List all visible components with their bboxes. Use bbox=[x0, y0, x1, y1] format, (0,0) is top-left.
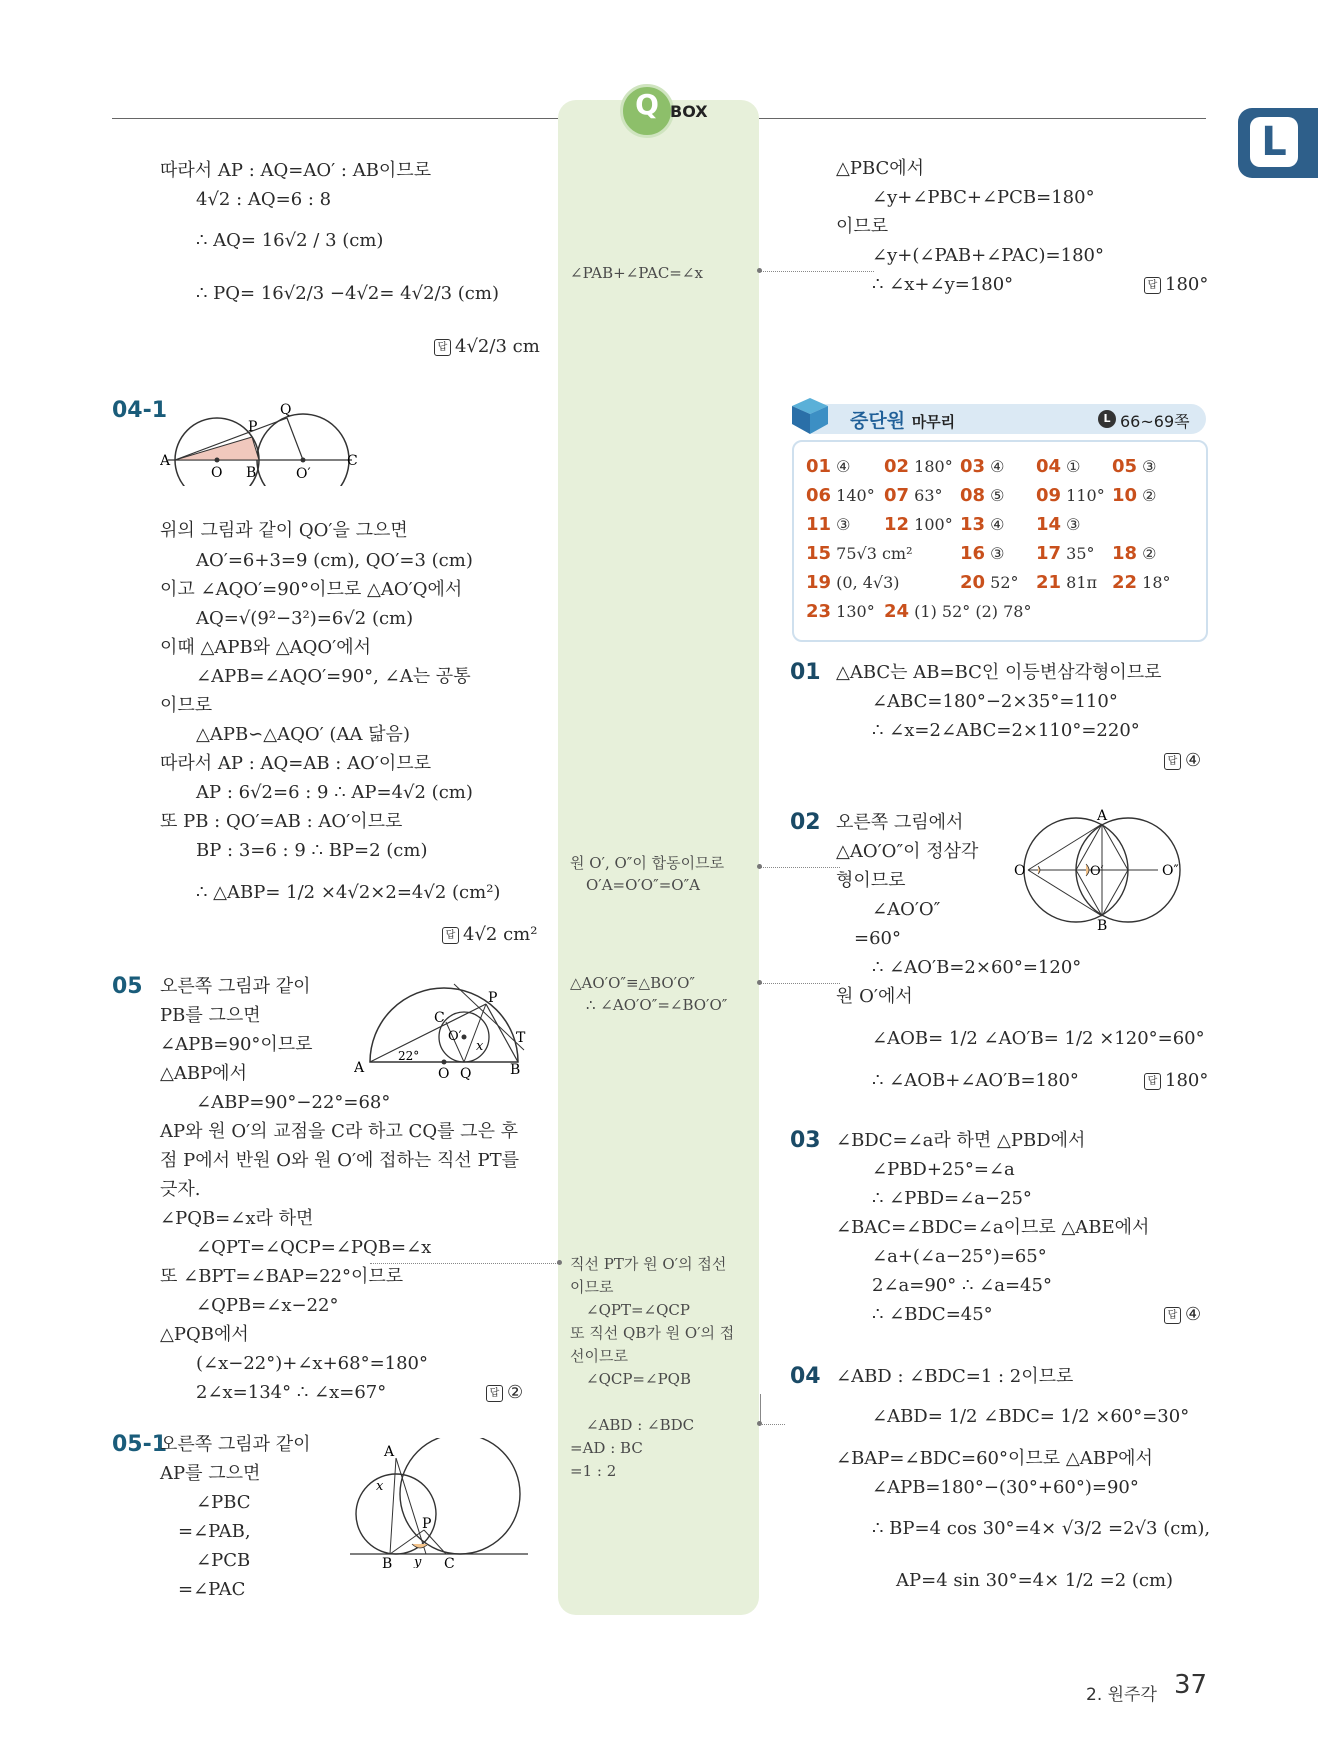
right-top-line-1: △PBC에서 bbox=[836, 158, 925, 179]
p051-line-3: ∠PBC bbox=[196, 1492, 251, 1513]
answer-key-item bbox=[960, 456, 1005, 477]
fig02-label-o-dprime: O″ bbox=[1162, 863, 1179, 879]
fig05-label-22: 22° bbox=[398, 1049, 420, 1063]
qbox-note-4d: 또 직선 QB가 원 O′의 접 bbox=[570, 1324, 735, 1342]
s01-answer bbox=[1164, 750, 1201, 772]
answer-key-number: 11 bbox=[806, 514, 832, 535]
solution-number-01: 01 bbox=[790, 660, 821, 685]
answer-key-item bbox=[1036, 543, 1095, 564]
answer-key-number: 04 bbox=[1036, 456, 1062, 477]
fig051-label-y: y bbox=[414, 1555, 422, 1568]
fig05-label-p: P bbox=[488, 990, 498, 1006]
answer-key-number: 13 bbox=[960, 514, 986, 535]
fig02-label-o: O bbox=[1014, 863, 1026, 879]
answer-key-item bbox=[806, 572, 900, 593]
figure-05-1 bbox=[350, 1438, 530, 1568]
answer-key-number: 17 bbox=[1036, 543, 1062, 564]
fig02-label-b: B bbox=[1097, 918, 1108, 932]
right-top-line-2: ∠y+∠PBC+∠PCB=180° bbox=[872, 187, 1095, 208]
answer-key-item bbox=[1112, 572, 1171, 593]
answer-key-number: 15 bbox=[806, 543, 832, 564]
problem-number-04-1: 04-1 bbox=[112, 398, 168, 423]
fig05-label-c: C bbox=[434, 1010, 445, 1026]
p041-line-7: 이므로 bbox=[160, 695, 213, 716]
answer-key-number: 03 bbox=[960, 456, 986, 477]
qbox-leader-3 bbox=[760, 983, 840, 984]
answer-key-item bbox=[960, 485, 1005, 506]
answer-key-item bbox=[1036, 514, 1081, 535]
p05-line-4: △ABP에서 bbox=[160, 1063, 247, 1084]
s04-line-6: AP=4 sin 30°=4× 1/2 =2 (cm) bbox=[896, 1570, 1174, 1591]
section-page-badge-letter: L bbox=[1103, 412, 1111, 425]
section-title-main: 중단원 bbox=[850, 410, 906, 432]
s02-line-1: 오른쪽 그림에서 bbox=[836, 812, 964, 833]
p041-line-3: 이고 ∠AQO′=90°이므로 △AO′Q에서 bbox=[160, 579, 463, 600]
s02-line-4: ∠AO′O″ bbox=[872, 899, 941, 920]
answer-key-value: 140° bbox=[831, 486, 875, 505]
p05-answer-value: ② bbox=[507, 1382, 524, 1403]
p05-line-8: 긋자. bbox=[160, 1179, 201, 1200]
solution-number-02: 02 bbox=[790, 810, 821, 835]
answer-key-number: 21 bbox=[1036, 572, 1062, 593]
p05-line-14: (∠x−22°)+∠x+68°=180° bbox=[196, 1353, 429, 1374]
fig05-label-b: B bbox=[510, 1062, 521, 1078]
p05-line-11: 또 ∠BPT=∠BAP=22°이므로 bbox=[160, 1266, 404, 1287]
qbox-note-4c: ∠QPT=∠QCP bbox=[586, 1301, 690, 1319]
s02-answer bbox=[1144, 1070, 1208, 1092]
solution-number-04: 04 bbox=[790, 1364, 821, 1389]
p041-line-5: 이때 △APB와 △AQO′에서 bbox=[160, 637, 372, 658]
figure-04-1 bbox=[160, 400, 360, 486]
answer-key-number: 18 bbox=[1112, 543, 1138, 564]
fig05-label-o-prime: O′ bbox=[448, 1029, 462, 1044]
p051-line-6: =∠PAC bbox=[178, 1579, 246, 1600]
answer-key-number: 09 bbox=[1036, 485, 1062, 506]
answer-key-number: 19 bbox=[806, 572, 832, 593]
answer-key-value: 100° bbox=[909, 515, 953, 534]
answer-key-value: 180° bbox=[909, 457, 953, 476]
qbox-note-3b: ∴ ∠AO′O″=∠BO′O″ bbox=[586, 996, 728, 1014]
fig051-label-p: P bbox=[422, 1516, 432, 1532]
p05-line-1: 오른쪽 그림과 같이 bbox=[160, 976, 311, 997]
answer-key-item bbox=[1036, 572, 1097, 593]
p041-line-9: 따라서 AP : AQ=AB : AO′이므로 bbox=[160, 753, 432, 774]
answer-icon: 답 bbox=[442, 927, 459, 944]
answer-key-item bbox=[1112, 543, 1157, 564]
qbox-leader-4 bbox=[370, 1263, 560, 1264]
s02-answer-value: 180° bbox=[1165, 1070, 1209, 1091]
answer-key-number: 24 bbox=[884, 601, 910, 622]
answer-icon: 답 bbox=[1164, 1307, 1181, 1324]
left-top-line-3: ∴ AQ= 16√2 / 3 (cm) bbox=[196, 230, 384, 251]
s04-line-3: ∠BAP=∠BDC=60°이므로 △ABP에서 bbox=[836, 1448, 1153, 1469]
answer-key-item bbox=[806, 485, 875, 506]
s03-line-6: 2∠a=90° ∴ ∠a=45° bbox=[872, 1275, 1052, 1296]
answer-key-item bbox=[806, 601, 875, 622]
fig041-label-p: P bbox=[248, 419, 258, 435]
p05-line-6: AP와 원 O′의 교점을 C라 하고 CQ를 그은 후 bbox=[160, 1121, 519, 1142]
section-pages: 66~69쪽 bbox=[1120, 412, 1190, 431]
answer-key-value: ④ bbox=[831, 457, 851, 476]
answer-key-item bbox=[1112, 456, 1157, 477]
left-top-answer bbox=[434, 336, 540, 358]
answer-key-value: 81π bbox=[1061, 573, 1098, 592]
header-rule-left bbox=[112, 118, 560, 119]
fig05-label-x: x bbox=[476, 1039, 484, 1054]
answer-key-value: ③ bbox=[1061, 515, 1081, 534]
s04-line-5: ∴ BP=4 cos 30°=4× √3/2 =2√3 (cm), bbox=[872, 1518, 1211, 1539]
p05-answer bbox=[486, 1382, 523, 1404]
p05-line-15: 2∠x=134° ∴ ∠x=67° bbox=[196, 1382, 387, 1403]
qbox-note-5b: =AD : BC bbox=[570, 1439, 643, 1457]
answer-key-value: ① bbox=[1061, 457, 1081, 476]
qbox-note-4a: 직선 PT가 원 O′의 접선 bbox=[570, 1255, 727, 1273]
figure-05 bbox=[354, 980, 534, 1080]
qbox-note-1: ∠PAB+∠PAC=∠x bbox=[570, 264, 703, 282]
section-title-sub: 마무리 bbox=[911, 413, 956, 431]
qbox-leader-2 bbox=[760, 867, 840, 868]
p05-line-3: ∠APB=90°이므로 bbox=[160, 1034, 313, 1055]
footer-page-number: 37 bbox=[1174, 1670, 1208, 1700]
p05-line-5: ∠ABP=90°−22°=68° bbox=[196, 1092, 391, 1113]
qbox-note-4f: ∠QCP=∠PQB bbox=[586, 1370, 691, 1388]
answer-key-value: 110° bbox=[1061, 486, 1105, 505]
fig051-label-x: x bbox=[376, 1479, 384, 1494]
answer-key-item bbox=[960, 543, 1005, 564]
left-top-line-2: 4√2 : AQ=6 : 8 bbox=[196, 189, 332, 210]
qbox-leader-dot-5 bbox=[757, 1421, 762, 1426]
answer-key-item bbox=[884, 456, 953, 477]
qbox-note-5a: ∠ABD : ∠BDC bbox=[586, 1416, 695, 1434]
answer-key-value: 35° bbox=[1061, 544, 1095, 563]
answer-key-number: 22 bbox=[1112, 572, 1138, 593]
left-top-line-1: 따라서 AP : AQ=AO′ : AB이므로 bbox=[160, 160, 432, 181]
fig05-label-q: Q bbox=[460, 1066, 472, 1080]
p041-line-10: AP : 6√2=6 : 9 ∴ AP=4√2 (cm) bbox=[196, 782, 473, 803]
p05-line-9: ∠PQB=∠x라 하면 bbox=[160, 1208, 314, 1229]
figure-02 bbox=[1010, 808, 1210, 932]
fig041-label-o-prime: O′ bbox=[296, 466, 311, 482]
s02-line-6: ∴ ∠AO′B=2×60°=120° bbox=[872, 957, 1082, 978]
s02-line-9: ∴ ∠AOB+∠AO′B=180° bbox=[872, 1070, 1079, 1091]
s03-line-4: ∠BAC=∠BDC=∠a이므로 △ABE에서 bbox=[836, 1217, 1150, 1238]
s04-line-2: ∠ABD= 1/2 ∠BDC= 1/2 ×60°=30° bbox=[872, 1406, 1190, 1427]
s03-answer bbox=[1164, 1304, 1201, 1326]
p041-answer-value: 4√2 cm² bbox=[463, 924, 538, 945]
right-top-line-5: ∴ ∠x+∠y=180° bbox=[872, 274, 1014, 295]
answer-key-item bbox=[960, 514, 1005, 535]
right-top-line-4: ∠y+(∠PAB+∠PAC)=180° bbox=[872, 245, 1104, 266]
right-top-answer bbox=[1144, 274, 1208, 296]
fig02-label-a: A bbox=[1097, 808, 1108, 824]
fig041-label-b: B bbox=[246, 465, 257, 481]
answer-icon: 답 bbox=[1144, 1073, 1161, 1090]
answer-key-item bbox=[884, 514, 953, 535]
problem-number-05-1: 05-1 bbox=[112, 1432, 168, 1457]
answer-key-value: ② bbox=[1137, 544, 1157, 563]
qbox-leader-dot-4 bbox=[557, 1260, 562, 1265]
answer-icon: 답 bbox=[1164, 753, 1181, 770]
answer-key-number: 20 bbox=[960, 572, 986, 593]
answer-key-item bbox=[1036, 456, 1081, 477]
answer-key-value: 18° bbox=[1137, 573, 1171, 592]
fig05-label-a: A bbox=[354, 1060, 365, 1076]
qbox-leader-dot-3 bbox=[757, 980, 762, 985]
qbox-leader-5 bbox=[760, 1394, 785, 1425]
s04-line-4: ∠APB=180°−(30°+60°)=90° bbox=[872, 1477, 1139, 1498]
section-title bbox=[850, 406, 955, 433]
p041-line-8: △APB∽△AQO′ (AA 닮음) bbox=[196, 724, 410, 745]
answer-key-value: ④ bbox=[985, 515, 1005, 534]
p05-line-13: △PQB에서 bbox=[160, 1324, 249, 1345]
answer-key-number: 01 bbox=[806, 456, 832, 477]
answer-key-value: (0, 4√3) bbox=[831, 573, 900, 592]
qbox-note-5c: =1 : 2 bbox=[570, 1462, 617, 1480]
s03-line-1: ∠BDC=∠a라 하면 △PBD에서 bbox=[836, 1130, 1086, 1151]
answer-key-item bbox=[884, 601, 1031, 622]
fig041-label-q: Q bbox=[280, 402, 292, 418]
answer-key-number: 08 bbox=[960, 485, 986, 506]
p05-line-12: ∠QPB=∠x−22° bbox=[196, 1295, 339, 1316]
answer-key-value: ③ bbox=[985, 544, 1005, 563]
left-top-answer-value: 4√2/3 cm bbox=[455, 336, 540, 357]
s02-line-2: △AO′O″이 정삼각 bbox=[836, 841, 979, 862]
qbox-leader-dot-1 bbox=[757, 268, 762, 273]
qbox-note-3a: △AO′O″≡△BO′O″ bbox=[570, 974, 695, 992]
footer-chapter: 2. 원주각 bbox=[1086, 1685, 1157, 1705]
answer-key-item bbox=[806, 456, 851, 477]
qbox-note-4b: 이므로 bbox=[570, 1278, 614, 1296]
answer-key-value: ③ bbox=[831, 515, 851, 534]
p051-line-1: 오른쪽 그림과 같이 bbox=[160, 1434, 311, 1455]
fig041-label-o: O bbox=[211, 465, 223, 481]
s02-line-5: =60° bbox=[854, 928, 901, 949]
section-cube-icon bbox=[788, 392, 832, 436]
answer-key-value: ⑤ bbox=[985, 486, 1005, 505]
header-rule-right bbox=[758, 118, 1206, 119]
fig041-label-a: A bbox=[160, 453, 171, 469]
fig041-label-c: C bbox=[347, 453, 358, 469]
qbox-leader-dot-2 bbox=[757, 864, 762, 869]
p05-line-2: PB를 그으면 bbox=[160, 1005, 261, 1026]
left-top-line-4: ∴ PQ= 16√2/3 −4√2= 4√2/3 (cm) bbox=[196, 283, 499, 304]
p051-line-5: ∠PCB bbox=[196, 1550, 251, 1571]
fig051-label-b: B bbox=[382, 1556, 393, 1568]
answer-key-number: 07 bbox=[884, 485, 910, 506]
fig051-label-c: C bbox=[444, 1556, 455, 1568]
answer-key-value: 75√3 cm² bbox=[831, 544, 913, 563]
answer-key-number: 12 bbox=[884, 514, 910, 535]
qbox-leader-1 bbox=[760, 271, 874, 272]
answer-key-number: 06 bbox=[806, 485, 832, 506]
s03-line-2: ∠PBD+25°=∠a bbox=[872, 1159, 1015, 1180]
s03-line-3: ∴ ∠PBD=∠a−25° bbox=[872, 1188, 1032, 1209]
s03-line-5: ∠a+(∠a−25°)=65° bbox=[872, 1246, 1047, 1267]
qbox-q-letter: Q bbox=[635, 88, 659, 121]
chapter-tab-letter: L bbox=[1261, 119, 1287, 165]
answer-key-number: 23 bbox=[806, 601, 832, 622]
answer-key-value: ③ bbox=[1137, 457, 1157, 476]
answer-icon: 답 bbox=[486, 1385, 503, 1402]
qbox-note-4e: 선이므로 bbox=[570, 1347, 628, 1365]
answer-key-number: 14 bbox=[1036, 514, 1062, 535]
answer-key-value: ④ bbox=[985, 457, 1005, 476]
right-top-answer-value: 180° bbox=[1165, 274, 1209, 295]
answer-key-value: 130° bbox=[831, 602, 875, 621]
qbox-note-2b: O′A=O′O″=O″A bbox=[586, 876, 701, 894]
answer-key-item bbox=[960, 572, 1019, 593]
answer-icon: 답 bbox=[1144, 277, 1161, 294]
p051-line-2: AP를 그으면 bbox=[160, 1463, 261, 1484]
fig051-label-a: A bbox=[384, 1444, 395, 1460]
right-top-line-3: 이므로 bbox=[836, 216, 889, 237]
p05-line-7: 점 P에서 반원 O와 원 O′에 접하는 직선 PT를 bbox=[160, 1150, 520, 1171]
s01-line-2: ∠ABC=180°−2×35°=110° bbox=[872, 691, 1118, 712]
answer-key-number: 02 bbox=[884, 456, 910, 477]
answer-key-item bbox=[884, 485, 943, 506]
answer-key-item bbox=[806, 514, 851, 535]
p05-line-10: ∠QPT=∠QCP=∠PQB=∠x bbox=[196, 1237, 432, 1258]
qbox-label: BOX bbox=[670, 102, 708, 121]
s01-line-1: △ABC는 AB=BC인 이등변삼각형이므로 bbox=[836, 662, 1162, 683]
problem-number-05: 05 bbox=[112, 974, 143, 999]
p041-line-12: BP : 3=6 : 9 ∴ BP=2 (cm) bbox=[196, 840, 428, 861]
fig02-label-o-prime: O′ bbox=[1090, 864, 1104, 879]
answer-key-item bbox=[806, 543, 913, 564]
p041-line-13: ∴ △ABP= 1/2 ×4√2×2=4√2 (cm²) bbox=[196, 882, 501, 903]
answer-key-number: 10 bbox=[1112, 485, 1138, 506]
p051-line-4: =∠PAB, bbox=[178, 1521, 251, 1542]
fig05-label-t: T bbox=[516, 1030, 526, 1046]
answer-key-item bbox=[1112, 485, 1157, 506]
answer-key-value: 52° bbox=[985, 573, 1019, 592]
p041-line-2: AO′=6+3=9 (cm), QO′=3 (cm) bbox=[196, 550, 473, 571]
s04-line-1: ∠ABD : ∠BDC=1 : 2이므로 bbox=[836, 1366, 1074, 1387]
s03-line-7: ∴ ∠BDC=45° bbox=[872, 1304, 993, 1325]
solution-number-03: 03 bbox=[790, 1128, 821, 1153]
answer-key-number: 16 bbox=[960, 543, 986, 564]
p041-line-4: AQ=√(9²−3²)=6√2 (cm) bbox=[196, 608, 414, 629]
answer-key-number: 05 bbox=[1112, 456, 1138, 477]
answer-key-value: 63° bbox=[909, 486, 943, 505]
s02-line-3: 형이므로 bbox=[836, 870, 906, 891]
answer-icon: 답 bbox=[434, 339, 451, 356]
s03-answer-value: ④ bbox=[1185, 1304, 1202, 1325]
s01-line-3: ∴ ∠x=2∠ABC=2×110°=220° bbox=[872, 720, 1140, 741]
answer-key-item bbox=[1036, 485, 1105, 506]
fig05-label-o: O bbox=[438, 1066, 450, 1080]
p041-answer bbox=[442, 924, 537, 946]
s01-answer-value: ④ bbox=[1185, 750, 1202, 771]
p041-line-6: ∠APB=∠AQO′=90°, ∠A는 공통 bbox=[196, 666, 471, 687]
s02-line-7: 원 O′에서 bbox=[836, 986, 913, 1007]
p041-line-11: 또 PB : QO′=AB : AO′이므로 bbox=[160, 811, 403, 832]
qbox-note-2a: 원 O′, O″이 합동이므로 bbox=[570, 854, 725, 872]
answer-key-value: (1) 52° (2) 78° bbox=[909, 602, 1032, 621]
answer-key-value: ② bbox=[1137, 486, 1157, 505]
p041-line-1: 위의 그림과 같이 QO′을 그으면 bbox=[160, 520, 408, 541]
s02-line-8: ∠AOB= 1/2 ∠AO′B= 1/2 ×120°=60° bbox=[872, 1028, 1205, 1049]
